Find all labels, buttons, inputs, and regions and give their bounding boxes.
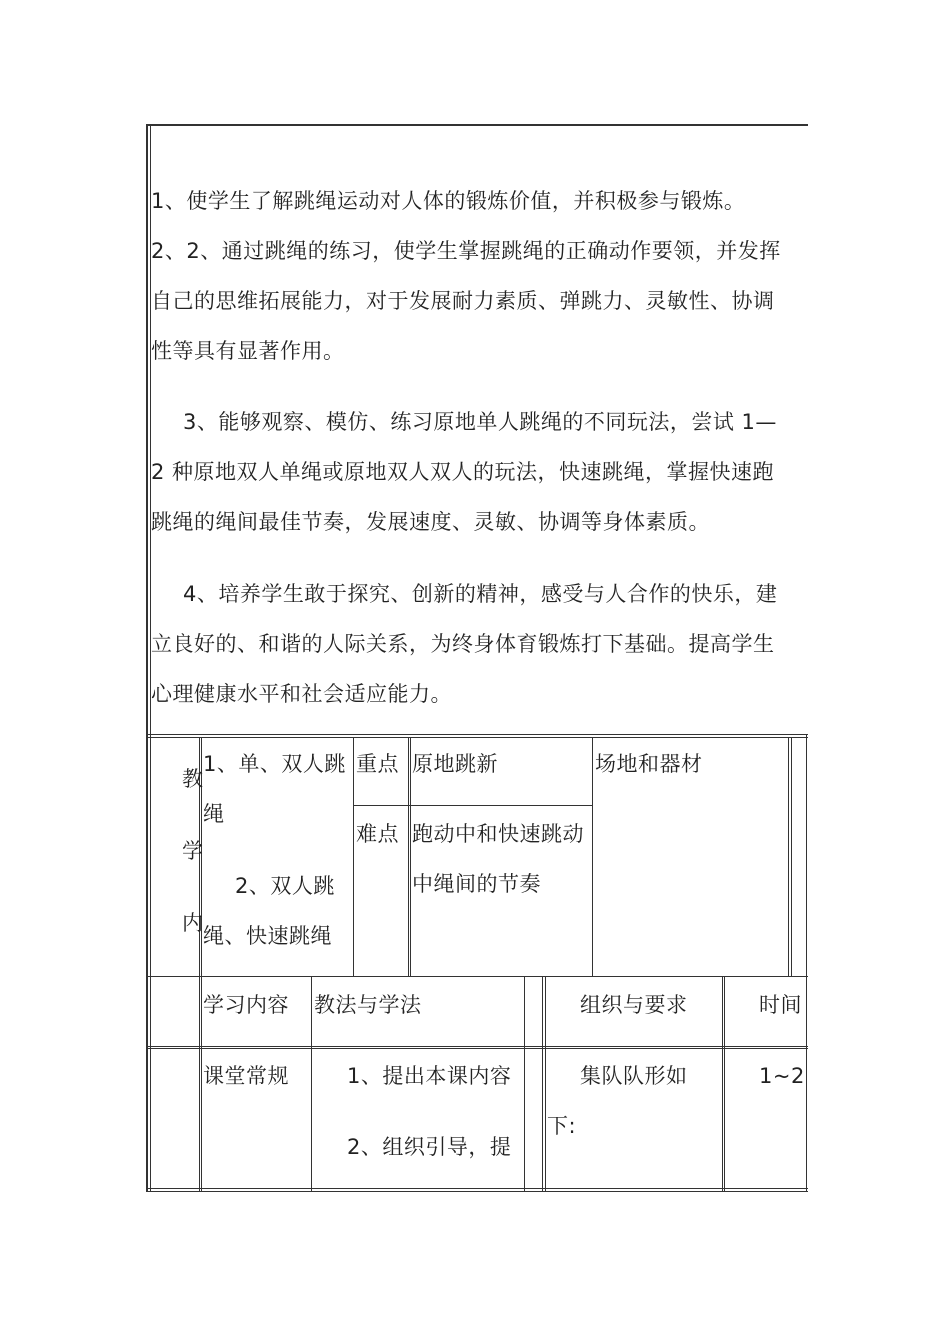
row-content: 课堂常规 (203, 1064, 289, 1088)
side-label-char-3: 内 (182, 911, 204, 935)
side-label-char-1: 教 (182, 767, 204, 791)
row-org-line2: 下: (547, 1114, 577, 1138)
objective-3-line3: 跳绳的绳间最佳节奏，发展速度、灵敏、协调等身体素质。 (151, 510, 710, 534)
table3-col4b (724, 977, 725, 1192)
table-bottom-inner (146, 1191, 808, 1192)
table3-col3b (542, 977, 543, 1192)
objective-2-line3: 性等具有显著作用。 (151, 339, 345, 363)
table3-col3 (524, 977, 525, 1192)
row-method-line2: 2、组织引导，提 (347, 1135, 512, 1159)
table3-col2 (311, 977, 312, 1192)
table2-col3 (408, 737, 409, 977)
key-point-value: 原地跳新 (412, 752, 498, 776)
table3-header-bottom-inner (148, 1048, 808, 1049)
content-line1: 1、单、双人跳 (203, 752, 346, 776)
header-organization: 组织与要求 (580, 993, 688, 1017)
header-method: 教法与学法 (314, 993, 422, 1017)
table3-col3c (545, 977, 546, 1192)
venue-label: 场地和器材 (595, 752, 703, 776)
header-time: 时间 (759, 993, 802, 1017)
header-content: 学习内容 (203, 993, 289, 1017)
table2-col3b (410, 737, 411, 977)
side-label-char-2: 学 (182, 839, 204, 863)
table2-top-inner (148, 737, 808, 738)
row-method-line1: 1、提出本课内容 (347, 1064, 512, 1088)
table3-col4 (722, 977, 723, 1192)
table2-top (148, 734, 808, 735)
objective-4-line2: 立良好的、和谐的人际关系，为终身体育锻炼打下基础。提高学生 (151, 632, 775, 656)
objective-3-line2: 2 种原地双人单绳或原地双人双人的玩法，快速跳绳，掌握快速跑 (151, 460, 775, 484)
row-org-line1: 集队队形如 (580, 1064, 688, 1088)
table2-col1b (201, 737, 202, 1192)
objective-1: 1、使学生了解跳绳运动对人体的锻炼价值，并积极参与锻炼。 (151, 189, 746, 213)
difficulty-label: 难点 (356, 822, 399, 846)
objective-2-line2: 自己的思维拓展能力，对于发展耐力素质、弹跳力、灵敏性、协调 (151, 289, 775, 313)
objective-2-line1: 2、2、通过跳绳的练习，使学生掌握跳绳的正确动作要领，并发挥 (151, 239, 781, 263)
table2-col4 (592, 737, 593, 977)
table2-col5b (791, 737, 792, 977)
table-border-left-inner (150, 126, 151, 1192)
key-point-label: 重点 (356, 752, 399, 776)
content-line3: 2、双人跳 (235, 874, 335, 898)
table2-right (806, 734, 807, 1192)
table2-bottom (148, 976, 808, 977)
table2-mid (353, 805, 593, 806)
content-line2: 绳 (203, 802, 225, 826)
objective-4-line3: 心理健康水平和社会适应能力。 (151, 682, 452, 706)
content-line4: 绳、快速跳绳 (203, 924, 332, 948)
table2-col2 (353, 737, 354, 977)
table-border-left (146, 124, 148, 1192)
table2-col5 (788, 737, 789, 977)
difficulty-line1: 跑动中和快速跳动 (412, 822, 584, 846)
table-border-top (146, 124, 808, 126)
table3-header-bottom (148, 1046, 808, 1047)
row-time: 1~2 (759, 1064, 805, 1088)
table2-col1 (199, 737, 200, 1192)
objective-3-line1: 3、能够观察、模仿、练习原地单人跳绳的不同玩法，尝试 1— (183, 410, 777, 434)
table-bottom (146, 1188, 808, 1189)
difficulty-line2: 中绳间的节奏 (412, 872, 541, 896)
objective-4-line1: 4、培养学生敢于探究、创新的精神，感受与人合作的快乐，建 (183, 582, 778, 606)
